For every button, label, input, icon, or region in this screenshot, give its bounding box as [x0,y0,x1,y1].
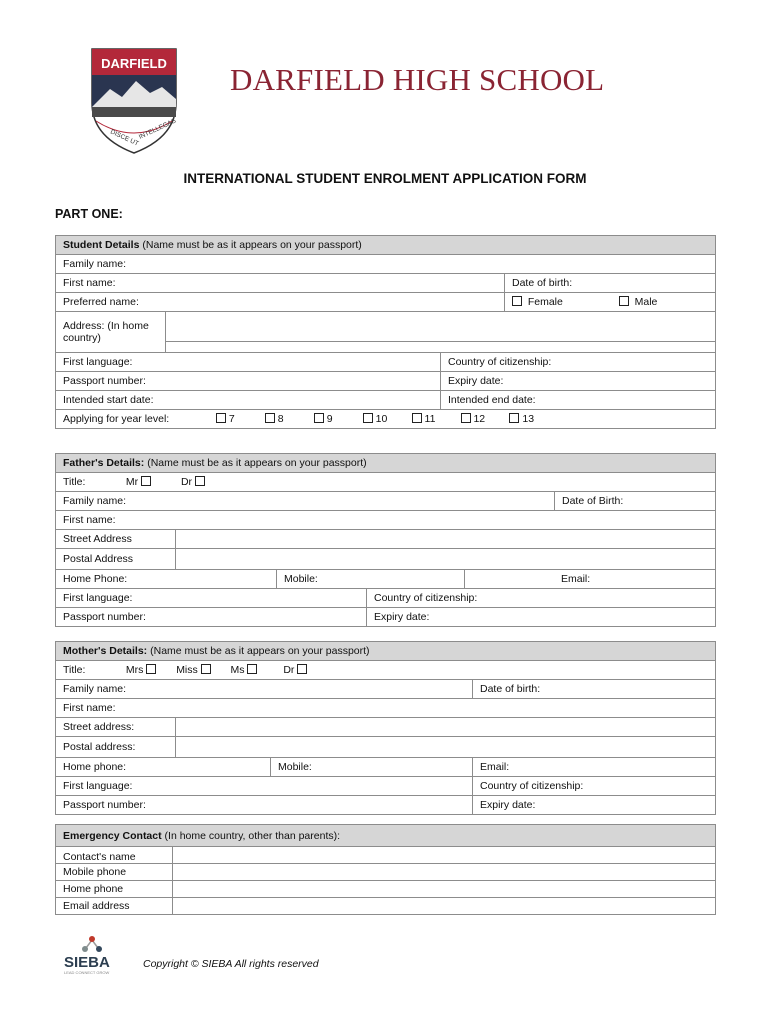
emergency-name-label: Contact's name [56,847,173,864]
student-first-language-field[interactable]: First language: [56,353,441,372]
father-passport-field[interactable]: Passport number: [56,608,367,627]
female-checkbox[interactable] [512,296,522,306]
father-email-field[interactable]: Email: [465,570,716,589]
emergency-home-field[interactable] [173,881,716,898]
emergency-home-label: Home phone [56,881,173,898]
father-family-name-field[interactable]: Family name: [56,492,555,511]
copyright-text: Copyright © SIEBA All rights reserved [143,958,319,970]
student-citizenship-field[interactable]: Country of citizenship: [441,353,716,372]
emergency-email-label: Email address [56,898,173,915]
school-name: DARFIELD HIGH SCHOOL [230,62,605,97]
student-family-name-field[interactable]: Family name: [56,255,716,274]
father-details-table [55,453,716,627]
svg-text:DARFIELD: DARFIELD [101,56,167,71]
student-details-heading: Student Details (Name must be as it appears on your passport) [56,236,716,255]
mother-dr-checkbox[interactable] [297,664,307,674]
student-expiry-field[interactable]: Expiry date: [441,372,716,391]
year-9-checkbox[interactable] [314,413,324,423]
part-heading: PART ONE: [55,207,123,221]
sieba-logo [62,934,124,976]
father-first-name-field[interactable]: First name: [56,511,716,530]
mother-citizenship-field[interactable]: Country of citizenship: [473,777,716,796]
father-dob-field[interactable]: Date of Birth: [555,492,716,511]
mother-details-heading: Mother's Details: (Name must be as it appears on your passport) [56,642,716,661]
year-12-checkbox[interactable] [461,413,471,423]
mother-details-table [55,641,716,815]
emergency-mobile-label: Mobile phone [56,864,173,881]
father-mobile-field[interactable]: Mobile: [277,570,465,589]
year-7-checkbox[interactable] [216,413,226,423]
student-address-field[interactable] [166,312,716,353]
student-dob-field[interactable]: Date of birth: [505,274,716,293]
student-first-name-field[interactable]: First name: [56,274,505,293]
mother-ms-checkbox[interactable] [247,664,257,674]
emergency-email-field[interactable] [173,898,716,915]
father-street-field[interactable] [176,530,716,549]
year-8-checkbox[interactable] [265,413,275,423]
father-dr-checkbox[interactable] [195,476,205,486]
student-details-table [55,235,716,429]
form-title: INTERNATIONAL STUDENT ENROLMENT APPLICATION FORM [183,171,587,186]
mother-street-field[interactable] [176,718,716,737]
year-11-checkbox[interactable] [412,413,422,423]
student-year-level-field: Applying for year level: 7 8 9 10 11 12 13 [56,410,716,429]
father-postal-label: Postal Address [56,549,176,570]
father-postal-field[interactable] [176,549,716,570]
svg-text:INTELLEGAS: INTELLEGAS [137,117,178,141]
mother-mobile-field[interactable]: Mobile: [271,758,473,777]
mother-postal-field[interactable] [176,737,716,758]
mother-miss-checkbox[interactable] [201,664,211,674]
emergency-mobile-field[interactable] [173,864,716,881]
father-details-heading: Father's Details: (Name must be as it appears on your passport) [56,454,716,473]
student-end-date-field[interactable]: Intended end date: [441,391,716,410]
emergency-contact-table [55,824,716,915]
student-start-date-field[interactable]: Intended start date: [56,391,441,410]
mother-email-field[interactable]: Email: [473,758,716,777]
father-first-language-field[interactable]: First language: [56,589,367,608]
year-13-checkbox[interactable] [509,413,519,423]
svg-text:LEAD CONNECT GROW: LEAD CONNECT GROW [64,970,110,975]
mother-home-phone-field[interactable]: Home phone: [56,758,271,777]
male-checkbox[interactable] [619,296,629,306]
mother-passport-field[interactable]: Passport number: [56,796,473,815]
student-address-label: Address: (In home country) [56,312,166,353]
father-expiry-field[interactable]: Expiry date: [367,608,716,627]
mother-expiry-field[interactable]: Expiry date: [473,796,716,815]
mother-first-name-field[interactable]: First name: [56,699,716,718]
mother-first-language-field[interactable]: First language: [56,777,473,796]
emergency-name-field[interactable] [173,847,716,864]
father-title-field: Title: Mr Dr [56,473,716,492]
father-street-label: Street Address [56,530,176,549]
student-passport-field[interactable]: Passport number: [56,372,441,391]
father-citizenship-field[interactable]: Country of citizenship: [367,589,716,608]
student-gender-field: Female Male [505,293,716,312]
school-crest-logo [84,45,184,157]
mother-postal-label: Postal address: [56,737,176,758]
mother-mrs-checkbox[interactable] [146,664,156,674]
svg-text:DISCE UT: DISCE UT [109,128,140,148]
mother-title-field: Title: Mrs Miss Ms Dr [56,661,716,680]
mother-dob-field[interactable]: Date of birth: [473,680,716,699]
father-home-phone-field[interactable]: Home Phone: [56,570,277,589]
svg-text:SIEBA: SIEBA [64,954,110,971]
mother-family-name-field[interactable]: Family name: [56,680,473,699]
mother-street-label: Street address: [56,718,176,737]
year-10-checkbox[interactable] [363,413,373,423]
father-mr-checkbox[interactable] [141,476,151,486]
student-preferred-name-field[interactable]: Preferred name: [56,293,505,312]
emergency-contact-heading: Emergency Contact (In home country, other than parents): [56,825,716,847]
